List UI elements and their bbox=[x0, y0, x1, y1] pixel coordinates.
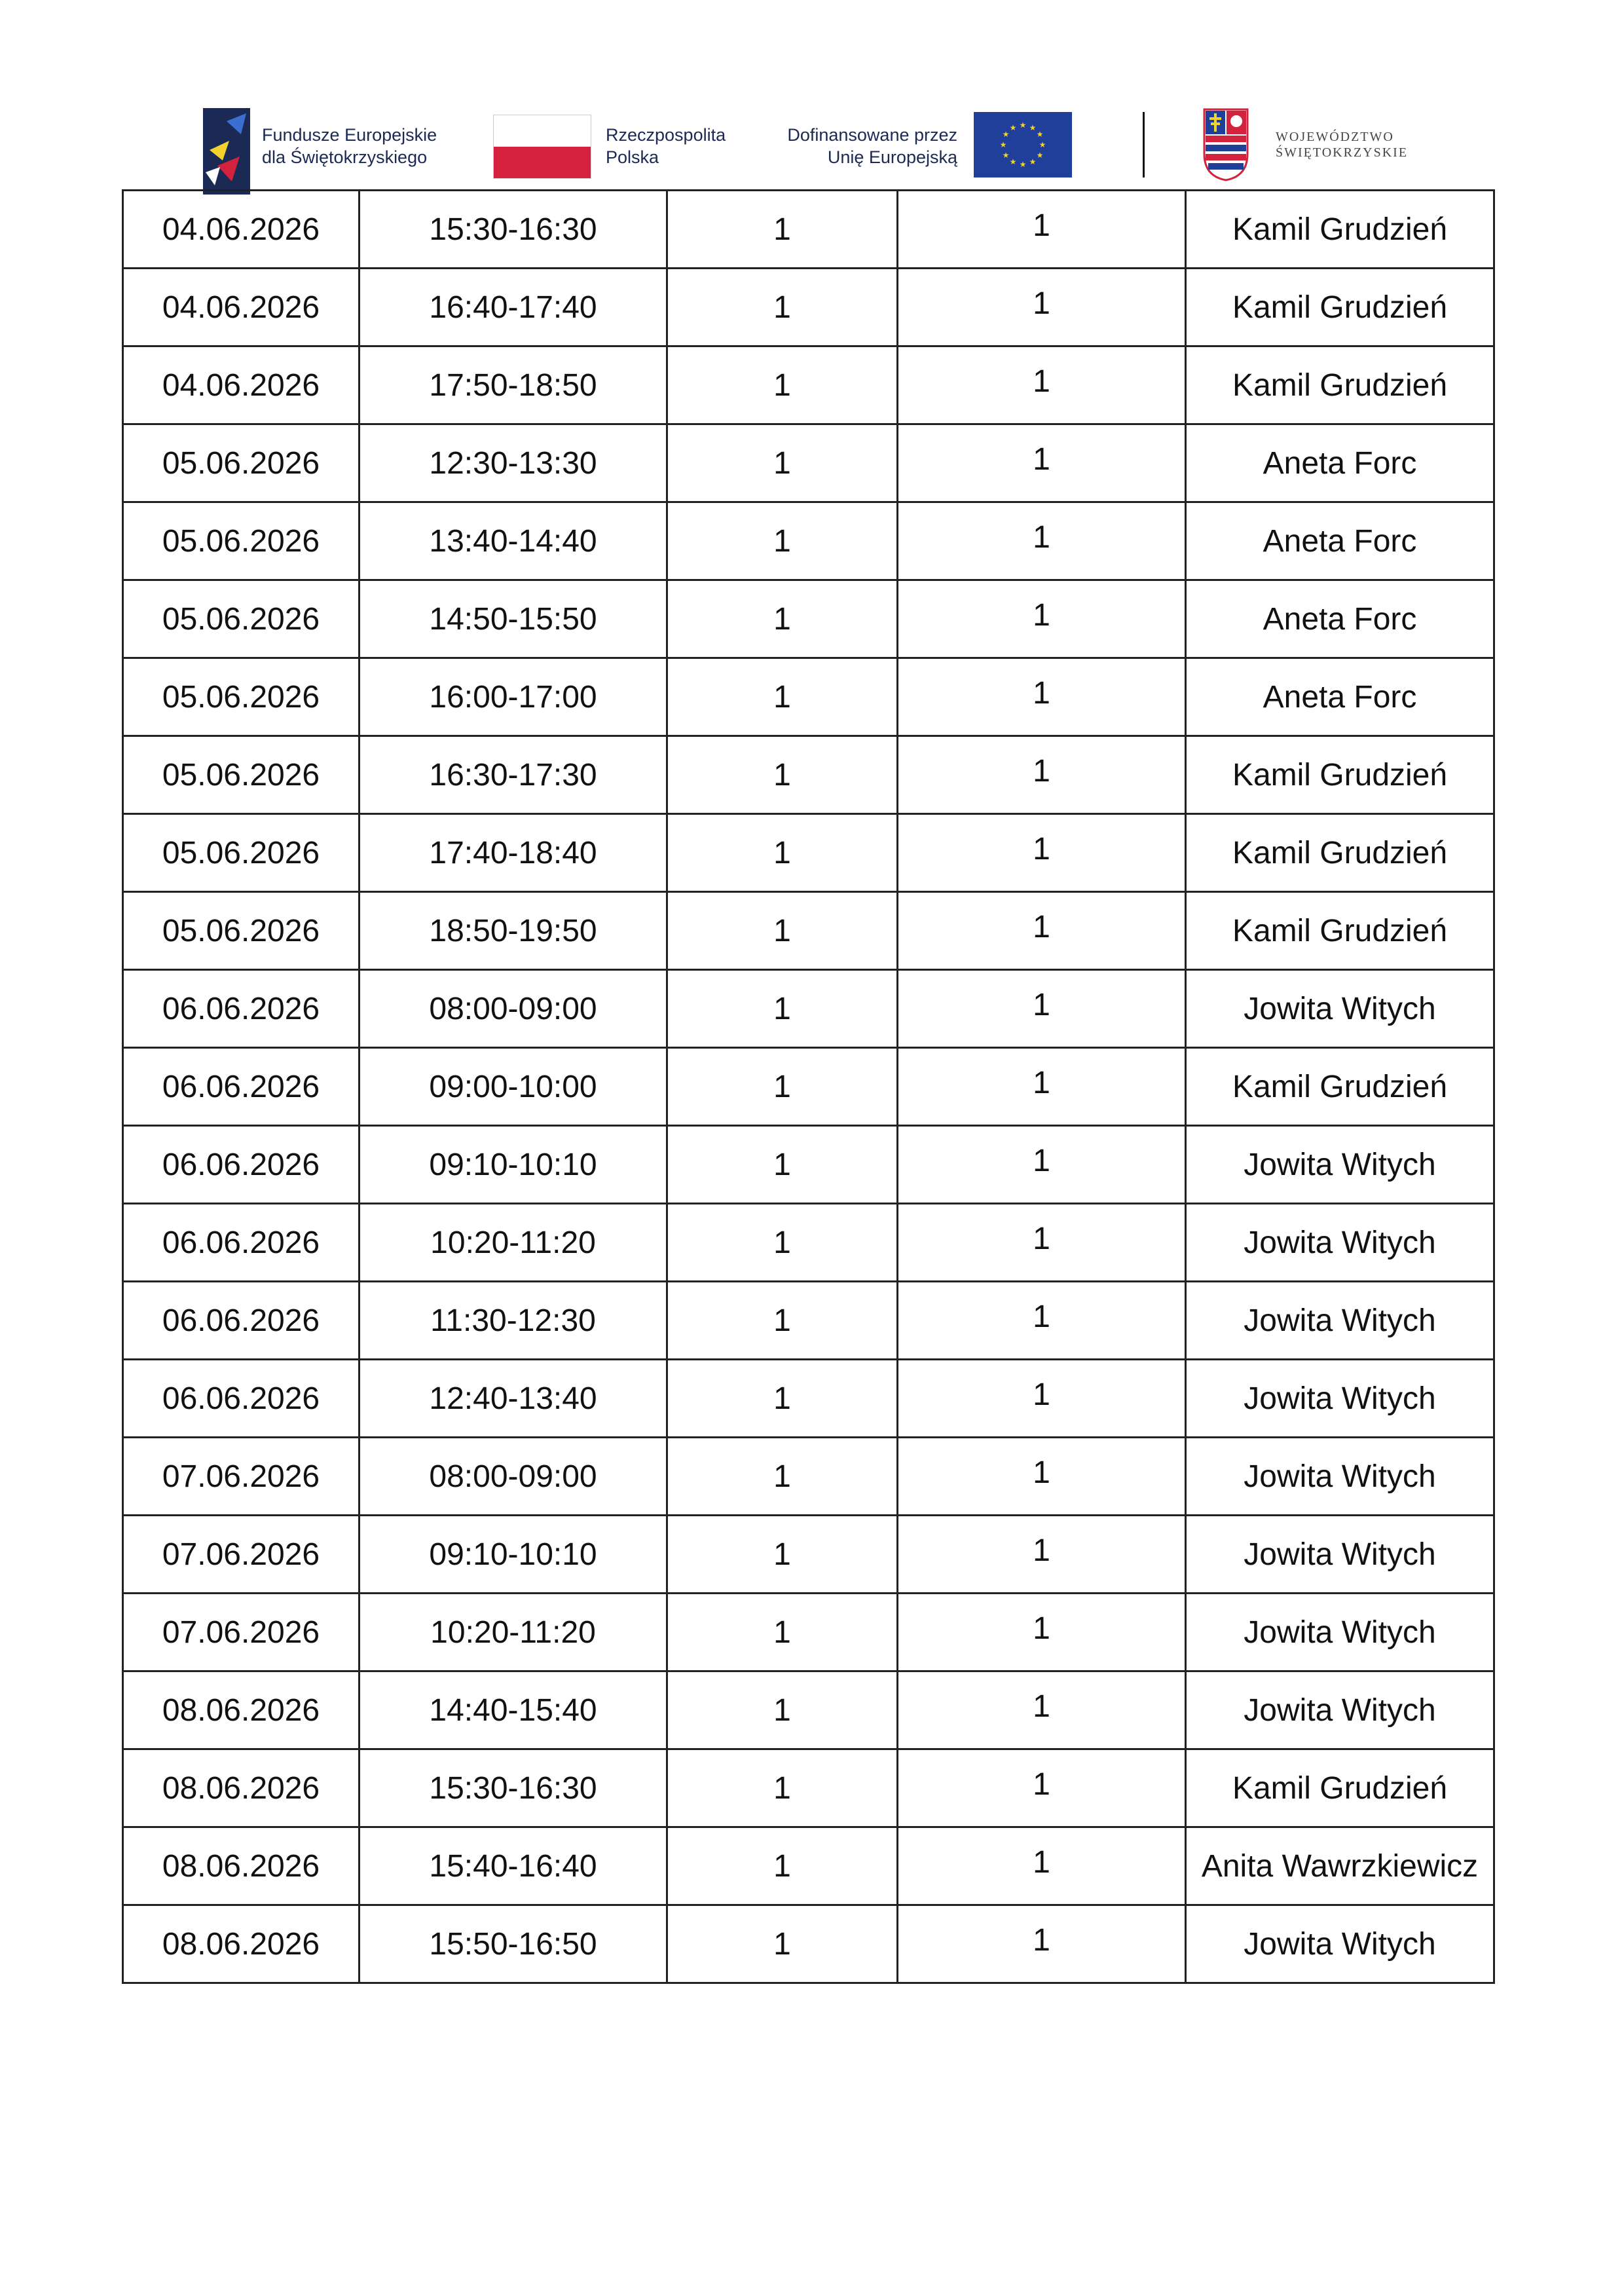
table-row bbox=[123, 1048, 1494, 1126]
time-cell: 14:50-15:50 bbox=[360, 580, 667, 658]
date-cell: 04.06.2026 bbox=[123, 269, 360, 346]
date-cell: 06.06.2026 bbox=[123, 1126, 360, 1204]
date-cell: 06.06.2026 bbox=[123, 1204, 360, 1282]
time-cell: 08:00-09:00 bbox=[360, 970, 667, 1048]
table-row bbox=[123, 892, 1494, 970]
person-cell: Jowita Witych bbox=[1186, 1671, 1494, 1749]
date-cell: 05.06.2026 bbox=[123, 814, 360, 892]
count-cell: 1 bbox=[667, 1126, 898, 1204]
time-cell: 10:20-11:20 bbox=[360, 1204, 667, 1282]
table-row bbox=[123, 1749, 1494, 1827]
count-cell bbox=[898, 1204, 1186, 1282]
count-cell: 1 bbox=[667, 1360, 898, 1438]
count-value: 1 bbox=[1033, 286, 1050, 321]
count-cell bbox=[898, 1594, 1186, 1671]
table-row bbox=[123, 1204, 1494, 1282]
count-cell bbox=[898, 191, 1186, 269]
count-cell: 1 bbox=[667, 269, 898, 346]
time-cell: 18:50-19:50 bbox=[360, 892, 667, 970]
person-cell: Kamil Grudzień bbox=[1186, 736, 1494, 814]
time-cell: 12:30-13:30 bbox=[360, 424, 667, 502]
count-value: 1 bbox=[1033, 1922, 1050, 1958]
count-value: 1 bbox=[1033, 1844, 1050, 1880]
table-row bbox=[123, 1282, 1494, 1360]
date-cell: 06.06.2026 bbox=[123, 970, 360, 1048]
time-cell: 14:40-15:40 bbox=[360, 1671, 667, 1749]
person-cell: Kamil Grudzień bbox=[1186, 346, 1494, 424]
person-cell: Jowita Witych bbox=[1186, 1126, 1494, 1204]
count-value: 1 bbox=[1033, 441, 1050, 477]
table-row bbox=[123, 970, 1494, 1048]
count-cell bbox=[898, 1827, 1186, 1905]
count-value: 1 bbox=[1033, 753, 1050, 789]
count-cell: 1 bbox=[667, 346, 898, 424]
person-cell: Jowita Witych bbox=[1186, 1594, 1494, 1671]
count-cell bbox=[898, 1126, 1186, 1204]
swietokrzyskie-coat-of-arms-icon bbox=[1203, 108, 1249, 181]
eu-funding-text bbox=[774, 124, 957, 168]
table-row bbox=[123, 502, 1494, 580]
count-value: 1 bbox=[1033, 1689, 1050, 1724]
table-row bbox=[123, 1360, 1494, 1438]
date-cell: 07.06.2026 bbox=[123, 1516, 360, 1594]
table-row bbox=[123, 346, 1494, 424]
count-cell bbox=[898, 1360, 1186, 1438]
person-cell: Kamil Grudzień bbox=[1186, 191, 1494, 269]
person-cell: Kamil Grudzień bbox=[1186, 892, 1494, 970]
count-cell: 1 bbox=[667, 658, 898, 736]
count-cell bbox=[898, 1048, 1186, 1126]
svg-text:★: ★ bbox=[1036, 130, 1044, 139]
count-value: 1 bbox=[1033, 909, 1050, 944]
count-cell bbox=[898, 736, 1186, 814]
count-cell bbox=[898, 424, 1186, 502]
table-row bbox=[123, 1126, 1494, 1204]
fundusze-europejskie-text bbox=[262, 124, 437, 168]
svg-text:★: ★ bbox=[1009, 157, 1017, 166]
table-row bbox=[123, 736, 1494, 814]
svg-text:★: ★ bbox=[1039, 140, 1046, 149]
date-cell: 08.06.2026 bbox=[123, 1671, 360, 1749]
count-value: 1 bbox=[1033, 1533, 1050, 1568]
date-cell: 08.06.2026 bbox=[123, 1905, 360, 1983]
count-cell: 1 bbox=[667, 424, 898, 502]
eu-line-2: Unię Europejską bbox=[827, 147, 957, 167]
rzeczpospolita-text bbox=[606, 124, 726, 168]
table-row bbox=[123, 580, 1494, 658]
count-cell: 1 bbox=[667, 1749, 898, 1827]
svg-text:★: ★ bbox=[1019, 160, 1027, 169]
rp-line-2: Polska bbox=[606, 147, 659, 167]
count-cell: 1 bbox=[667, 736, 898, 814]
count-cell: 1 bbox=[667, 1048, 898, 1126]
date-cell: 06.06.2026 bbox=[123, 1048, 360, 1126]
count-cell: 1 bbox=[667, 892, 898, 970]
table-row bbox=[123, 1671, 1494, 1749]
person-cell: Anita Wawrzkiewicz bbox=[1186, 1827, 1494, 1905]
table-row bbox=[123, 191, 1494, 269]
count-value: 1 bbox=[1033, 1377, 1050, 1412]
count-cell bbox=[898, 1905, 1186, 1983]
table-row bbox=[123, 269, 1494, 346]
fe-line-1: Fundusze Europejskie bbox=[262, 125, 437, 145]
person-cell: Aneta Forc bbox=[1186, 580, 1494, 658]
fe-line-2: dla Świętokrzyskiego bbox=[262, 147, 428, 167]
time-cell: 09:00-10:00 bbox=[360, 1048, 667, 1126]
count-cell bbox=[898, 1749, 1186, 1827]
count-cell: 1 bbox=[667, 1438, 898, 1516]
count-cell bbox=[898, 1671, 1186, 1749]
count-cell: 1 bbox=[667, 191, 898, 269]
time-cell: 11:30-12:30 bbox=[360, 1282, 667, 1360]
time-cell: 09:10-10:10 bbox=[360, 1126, 667, 1204]
time-cell: 10:20-11:20 bbox=[360, 1594, 667, 1671]
date-cell: 06.06.2026 bbox=[123, 1360, 360, 1438]
svg-text:★: ★ bbox=[999, 140, 1007, 149]
count-value: 1 bbox=[1033, 1065, 1050, 1100]
date-cell: 04.06.2026 bbox=[123, 346, 360, 424]
count-value: 1 bbox=[1033, 1455, 1050, 1490]
count-cell bbox=[898, 346, 1186, 424]
count-cell: 1 bbox=[667, 1594, 898, 1671]
person-cell: Aneta Forc bbox=[1186, 658, 1494, 736]
schedule-table bbox=[122, 189, 1495, 1984]
table-row bbox=[123, 424, 1494, 502]
person-cell: Aneta Forc bbox=[1186, 502, 1494, 580]
count-cell: 1 bbox=[667, 1671, 898, 1749]
time-cell: 16:00-17:00 bbox=[360, 658, 667, 736]
table-row bbox=[123, 1594, 1494, 1671]
count-value: 1 bbox=[1033, 1611, 1050, 1646]
svg-text:★: ★ bbox=[1029, 157, 1037, 166]
person-cell: Jowita Witych bbox=[1186, 970, 1494, 1048]
time-cell: 15:40-16:40 bbox=[360, 1827, 667, 1905]
funding-logo-strip bbox=[196, 102, 1441, 187]
time-cell: 08:00-09:00 bbox=[360, 1438, 667, 1516]
count-cell: 1 bbox=[667, 580, 898, 658]
count-value: 1 bbox=[1033, 1299, 1050, 1334]
count-value: 1 bbox=[1033, 831, 1050, 867]
count-value: 1 bbox=[1033, 1221, 1050, 1256]
svg-text:★: ★ bbox=[1036, 151, 1044, 160]
count-value: 1 bbox=[1033, 1143, 1050, 1178]
time-cell: 15:30-16:30 bbox=[360, 1749, 667, 1827]
person-cell: Jowita Witych bbox=[1186, 1360, 1494, 1438]
person-cell: Jowita Witych bbox=[1186, 1438, 1494, 1516]
svg-text:★: ★ bbox=[1002, 130, 1010, 139]
count-cell: 1 bbox=[667, 1516, 898, 1594]
person-cell: Jowita Witych bbox=[1186, 1516, 1494, 1594]
date-cell: 05.06.2026 bbox=[123, 658, 360, 736]
count-cell: 1 bbox=[667, 970, 898, 1048]
table-row bbox=[123, 1516, 1494, 1594]
time-cell: 13:40-14:40 bbox=[360, 502, 667, 580]
table-row bbox=[123, 1905, 1494, 1983]
count-cell: 1 bbox=[667, 1905, 898, 1983]
count-cell bbox=[898, 269, 1186, 346]
logo-separator bbox=[1143, 112, 1145, 177]
svg-text:★: ★ bbox=[1029, 123, 1037, 132]
date-cell: 04.06.2026 bbox=[123, 191, 360, 269]
date-cell: 05.06.2026 bbox=[123, 580, 360, 658]
count-cell bbox=[898, 502, 1186, 580]
person-cell: Jowita Witych bbox=[1186, 1905, 1494, 1983]
date-cell: 07.06.2026 bbox=[123, 1594, 360, 1671]
rp-line-1: Rzeczpospolita bbox=[606, 125, 726, 145]
time-cell: 09:10-10:10 bbox=[360, 1516, 667, 1594]
count-value: 1 bbox=[1033, 519, 1050, 555]
table-row bbox=[123, 658, 1494, 736]
person-cell: Aneta Forc bbox=[1186, 424, 1494, 502]
count-cell bbox=[898, 892, 1186, 970]
count-value: 1 bbox=[1033, 1766, 1050, 1802]
time-cell: 16:30-17:30 bbox=[360, 736, 667, 814]
count-cell bbox=[898, 580, 1186, 658]
person-cell: Jowita Witych bbox=[1186, 1282, 1494, 1360]
date-cell: 08.06.2026 bbox=[123, 1749, 360, 1827]
svg-text:★: ★ bbox=[1019, 121, 1027, 130]
eu-flag-icon bbox=[974, 112, 1072, 177]
poland-flag-icon bbox=[493, 115, 591, 179]
person-cell: Jowita Witych bbox=[1186, 1204, 1494, 1282]
table-row bbox=[123, 814, 1494, 892]
count-value: 1 bbox=[1033, 597, 1050, 633]
person-cell: Kamil Grudzień bbox=[1186, 1048, 1494, 1126]
table-row bbox=[123, 1438, 1494, 1516]
count-cell: 1 bbox=[667, 1827, 898, 1905]
woj-line-1: WOJEWÓDZTWO bbox=[1276, 130, 1394, 144]
count-cell: 1 bbox=[667, 1282, 898, 1360]
date-cell: 06.06.2026 bbox=[123, 1282, 360, 1360]
svg-text:★: ★ bbox=[1009, 123, 1017, 132]
time-cell: 15:50-16:50 bbox=[360, 1905, 667, 1983]
svg-text:★: ★ bbox=[1002, 151, 1010, 160]
date-cell: 08.06.2026 bbox=[123, 1827, 360, 1905]
time-cell: 17:40-18:40 bbox=[360, 814, 667, 892]
person-cell: Kamil Grudzień bbox=[1186, 269, 1494, 346]
date-cell: 05.06.2026 bbox=[123, 424, 360, 502]
count-cell: 1 bbox=[667, 814, 898, 892]
count-value: 1 bbox=[1033, 675, 1050, 711]
count-cell bbox=[898, 970, 1186, 1048]
count-cell: 1 bbox=[667, 1204, 898, 1282]
wojewodztwo-text bbox=[1276, 129, 1408, 160]
count-value: 1 bbox=[1033, 987, 1050, 1022]
eu-line-1: Dofinansowane przez bbox=[787, 125, 957, 145]
count-cell bbox=[898, 814, 1186, 892]
date-cell: 07.06.2026 bbox=[123, 1438, 360, 1516]
date-cell: 05.06.2026 bbox=[123, 892, 360, 970]
fundusze-europejskie-logo-icon bbox=[203, 108, 250, 195]
woj-line-2: ŚWIĘTOKRZYSKIE bbox=[1276, 145, 1409, 160]
count-cell: 1 bbox=[667, 502, 898, 580]
count-cell bbox=[898, 1438, 1186, 1516]
date-cell: 05.06.2026 bbox=[123, 502, 360, 580]
count-cell bbox=[898, 1516, 1186, 1594]
person-cell: Kamil Grudzień bbox=[1186, 814, 1494, 892]
time-cell: 17:50-18:50 bbox=[360, 346, 667, 424]
count-value: 1 bbox=[1033, 208, 1050, 243]
time-cell: 16:40-17:40 bbox=[360, 269, 667, 346]
count-cell bbox=[898, 658, 1186, 736]
table-row bbox=[123, 1827, 1494, 1905]
time-cell: 12:40-13:40 bbox=[360, 1360, 667, 1438]
person-cell: Kamil Grudzień bbox=[1186, 1749, 1494, 1827]
count-cell bbox=[898, 1282, 1186, 1360]
time-cell: 15:30-16:30 bbox=[360, 191, 667, 269]
date-cell: 05.06.2026 bbox=[123, 736, 360, 814]
count-value: 1 bbox=[1033, 364, 1050, 399]
